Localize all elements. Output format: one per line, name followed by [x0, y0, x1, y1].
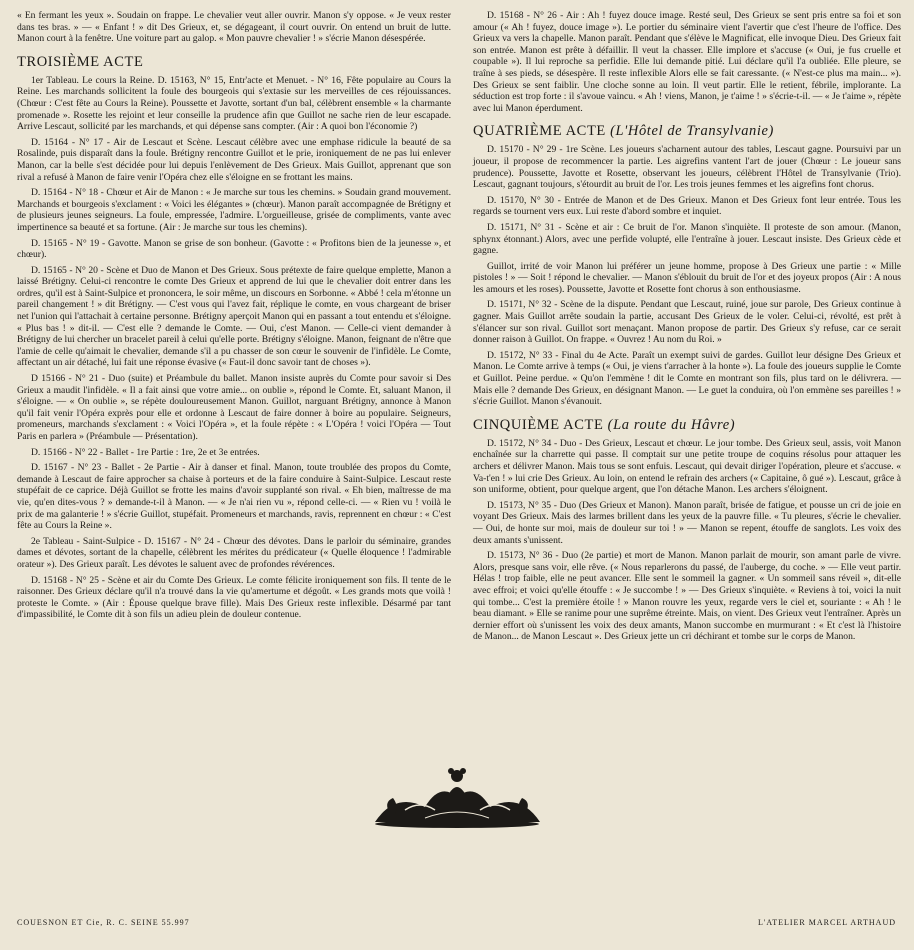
- paragraph: D. 15173, N° 35 - Duo (Des Grieux et Manon). Manon paraît, brisée de fatigue, et pousse un cri de joie en voyant Des Grieux. Mais des larmes brillent dans les yeux de la pauvre fille. « Tu pleures, s'écrie le chevalier. — Oui, de honte sur moi, mais de douleur sur toi ! » — Manon se repent, étouffe de sanglots. Les voix des deux amants s'unissent.: [473, 499, 901, 546]
- paragraph: D. 15171, N° 31 - Scène et air : Ce bruit de l'or. Manon s'inquiète. Il proteste de son amour. (Manon, sphynx étonnant.) Alors, avec une perfide volupté, elle l'entraîne à jouer. Lescaut insiste. Des Grieux cède et gagne.: [473, 221, 901, 257]
- paragraph: D. 15167 - N° 23 - Ballet - 2e Partie - Air à danser et final. Manon, toute troublée des propos du Comte, demande à Lescaut de faire approcher sa chaise à porteurs et de la faire conduire à Saint-Sulpice. Lescaut reste stupéfait de ce caprice. Déjà Guillot se frotte les mains d'avoir supplanté son rival. « Eh bien, maîtresse de ma vie, qu'en dites-vous ? » demande-t-il à Manon. — « Je n'ai rien vu », répond celle-ci. — « Rien vu ! voilà le prix de ma galanterie ! » s'écrie Guillot, stupéfait. Promeneurs et marchands, ravis, reprennent en chœur : « C'est fête au Cours la Reine ».: [17, 462, 451, 532]
- act-five-heading: [473, 417, 901, 434]
- paragraph: « En fermant les yeux ». Soudain on frappe. Le chevalier veut aller ouvrir. Manon s'y oppose. « Je veux rester dans tes bras. » — « Enfant ! » dit Des Grieux, et, se dégageant, il court ouvrir. On entend un bruit de lutte. Manon court à la fenêtre. Une voiture part au galop. « Mon pauvre chevalier ! » s'écrie Manon désespérée.: [17, 10, 451, 45]
- paragraph: D. 15173, N° 36 - Duo (2e partie) et mort de Manon. Manon parlait de mourir, son amant parle de vivre. Alors, presque sans voir, elle rêve. (« Nous reparlerons du passé, de l'auberge, du coche. » — Elle veut partir. Hélas ! trop faible, elle ne peut avancer. Elle sent le sommeil la gagner. « Un sommeil sans réveil », dit-elle avec effroi; et voici qu'elle étouffe : « Je succombe ! » — Des Grieux s'inquiète. « Reviens à toi, voici la nuit qui tombe... C'est la première étoile ! » Manon rouvre les yeux, regarde vers le ciel et, souriante : « Ah ! le beau diamant. » Elle se ranime pour une suprême étreinte. Mais, on vient. Des Grieux veut l'entraîner. Après un dernier effort où s'unissent les voix des deux amants, Manon succombe en murmurant : « Et c'est là l'histoire de Manon... de Manon Lescaut ». Des Grieux jette un cri déchirant et tombe sur le corps de Manon.: [473, 550, 901, 643]
- paragraph: D. 15170, N° 30 - Entrée de Manon et de Des Grieux. Manon et Des Grieux font leur entrée. Tous les regards se tournent vers eux. Lui reste d'abord sombre et inquiet.: [473, 194, 901, 218]
- right-column: [473, 10, 901, 647]
- paragraph: D. 15172, N° 34 - Duo - Des Grieux, Lescaut et chœur. Le jour tombe. Des Grieux seul, assis, voit Manon enchaînée sur la charrette qui passe. Il comptait sur une petite troupe de coquins résolus pour attaquer les archers et délivrer Manon. Mais tous se sont enfuis. Lescaut, qui devait diriger l'opération, pleure et s'accuse. « Va-t'en ! » lui crie Des Grieux. Au loin, on entend le refrain des archers (« Capitaine, ô gué »). Lescaut, grâce à son uniforme, obtient, pour quelque argent, que l'on détache Manon. Les archers s'éloignent.: [473, 437, 901, 496]
- footer-design-credit: L'ATELIER MARCEL ARTHAUD: [758, 918, 896, 927]
- act-three-heading: TROISIÈME ACTE: [17, 53, 144, 70]
- act-four-subtitle: (L'Hôtel de Transylvanie): [610, 123, 774, 140]
- paragraph: 2e Tableau - Saint-Sulpice - D. 15167 - N° 24 - Chœur des dévotes. Dans le parloir du séminaire, grandes dames et dévotes, sortant de la chapelle, célèbrent les mérites du prédicateur (« Quelle éloquence ! l'admirable orateur »). Des Grieux paraît. Les dévotes le saluent avec de profondes révérences.: [17, 535, 451, 570]
- paragraph: D. 15165 - N° 19 - Gavotte. Manon se grise de son bonheur. (Gavotte : « Profitons bien de la jeunesse », et chœur).: [17, 237, 451, 261]
- paragraph: D. 15172, N° 33 - Final du 4e Acte. Paraît un exempt suivi de gardes. Guillot leur désigne Des Grieux et Manon. Le Comte arrive à temps (« Oui, je viens t'arracher à la honte »). La foule des joueurs supplie le Comte et Guillot. Peine perdue. « Qu'on l'emmène ! dit le Comte en montrant son fils, plus tard on le délivrera. — Mais elle ? demande Des Grieux, en désignant Manon. — Le guet la conduira, où l'on emmène ses pareilles ! » s'écrie Guillot. Manon s'évanouit.: [473, 349, 901, 408]
- paragraph: D. 15168 - N° 25 - Scène et air du Comte Des Grieux. Le comte félicite ironiquement son fils. Il tente de le raisonner. Des Grieux déclare qu'il n'a trouvé dans la vie qu'amertume et dégoût. « Les grands mots que voilà ! proteste le Comte. » (Air : Épouse quelque brave fille). Mais Des Grieux reste inflexible. Désarmé par tant d'impassibilité, le Comte dit à son fils un adieu plein de douleur contenue.: [17, 574, 451, 621]
- decorative-vignette-icon: [365, 762, 550, 832]
- paragraph: D. 15164 - N° 18 - Chœur et Air de Manon : « Je marche sur tous les chemins. » Soudain grand mouvement. Marchands et bourgeois s'exclament : « Voici les élégantes » (chœur). Manon paraît accompagnée de Brétigny et de plusieurs jeunes seigneurs. La foule, empressée, l'admire. L'orgueilleuse, grisée de compliments, vante avec impertinence sa beauté et sa fortune. (Air : Je marche sur tous les chemins).: [17, 187, 451, 233]
- paragraph: 1er Tableau. Le cours la Reine. D. 15163, N° 15, Entr'acte et Menuet. - N° 16, Fête populaire au Cours la Reine. Les marchands sollicitent la foule des bourgeois qui s'extasie sur les merveilles de ces réjouissances. (Chœur : C'est fête au Cours la Reine). Poussette et Javotte, sortant d'un bal, célèbrent ensemble « la charmante promenade ». Rosette les rejoint et leur conseille la prudence afin que Guillot ne sache rien de leur escapade. Arrive Lescaut, sollicité par les marchands, et qui dépense sans compter. (Air : A quoi bon l'économie ?): [17, 74, 451, 133]
- paragraph: Guillot, irrité de voir Manon lui préférer un jeune homme, propose à Des Grieux une partie : « Mille pistoles ! » — Soit ! répond le chevalier. — Manon s'éblouit du bruit de l'or et des joyeux propos (Air : A nous les amours et les roses). Poussette, Javotte et Rosette font chorus à son enthousiasme.: [473, 260, 901, 295]
- footer-publisher: COUESNON ET Cie, R. C. SEINE 55.997: [17, 918, 190, 927]
- paragraph: D. 15165 - N° 20 - Scène et Duo de Manon et Des Grieux. Sous prétexte de faire quelque emplette, Manon a laissé Brétigny. Celui-ci rencontre le comte Des Grieux et apprend de lui que le chevalier doit entrer dans les ordres, qu'il est à Saint-Sulpice et prononcera, le soir même, un discours en Sorbonne. « Abbé ! cela m'étonne un pareil changement ! » dit Brétigny. — C'est vous qui l'avez fait, réplique le comte, en vous chargeant de briser net l'union qui l'attachait à certaine personne. Brétigny aperçoit Manon qui en passant a tout entendu et s'éloigne. « Plus bas ! » dit-il. — C'est elle ? demande le Comte. — Oui, c'est Manon. — Celle-ci vient demander à Brétigny de lui chercher un bracelet pareil à celui qu'elle porte. Brétigny s'éloigne. Manon, feignant de n'être que l'amie de celle qu'aimait le chevalier, demande s'il a pu chasser de son cœur le souvenir de l'infidèle. Le Comte, affectant un air détaché, lui fait une réponse évasive (« Faut-il donc savoir tant de choses »).: [17, 264, 451, 369]
- paragraph: D. 15168 - N° 26 - Air : Ah ! fuyez douce image. Resté seul, Des Grieux se sent pris entre sa foi et son amour (« Ah ! fuyez, douce image »). Le portier du séminaire vient l'avertir que c'est l'heure de l'office. Des Grieux va vers la chapelle. Manon paraît. Pendant que s'élève le Magnificat, elle invoque Dieu. Des Grieux fait son entrée. Manon est prête à défaillir. Il veut la chasser. Elle implore et s'accuse (« Oui, je fus cruelle et coupable »). Il lui reproche sa perfidie. Elle lui demande pitié. Lui déclare qu'il l'a oubliée. Elle pleure, se traîne à ses pieds, se désespère. Il reste inflexible Alors elle se fait caressante. (« N'est-ce plus ma main... »). Des Grieux se sent faiblir. Une cloche sonne au loin. Il veut partir. Elle le retient, fébrile, implorante. La séduction est trop forte : il s'avoue vaincu. « Ah ! viens, Manon, je t'aime ! » s'écrie-t-il. — « Je t'aime », répète avec lui Manon éperdument.: [473, 10, 901, 114]
- act-five-title: CINQUIÈME ACTE: [473, 416, 604, 433]
- act-four-heading: [473, 123, 901, 140]
- paragraph: D. 15166 - N° 22 - Ballet - 1re Partie : 1re, 2e et 3e entrées.: [31, 446, 260, 458]
- paragraph: D. 15171, N° 32 - Scène de la dispute. Pendant que Lescaut, ruiné, joue sur parole, Des Grieux continue à gagner. Mais Guillot arrête soudain la partie, accusant Des Grieux de le voler. Celui-ci, révolté, est prêt à s'élancer sur son rival. Guillot sort menaçant. Manon propose de partir. Des Grieux s'y refuse, car ce serait donner raison à Guillot. On frappe. « Ouvrez ! Au nom du Roi. »: [473, 299, 901, 346]
- act-five-subtitle: (La route du Hâvre): [607, 416, 736, 433]
- left-column: [17, 10, 451, 625]
- paragraph: D 15166 - N° 21 - Duo (suite) et Préambule du ballet. Manon insiste auprès du Comte pour savoir si Des Grieux a maudit l'infidèle. « Il a fait ainsi que votre amie... on oublie », répond le Comte. Et, saluant Manon, il s'éloigne. — « On oublie », se répète douloureusement Manon. Guillot, narguant Brétigny, annonce à Manon qu'il fait venir l'Opéra exprès pour elle et ordonne à Lescaut de faire donner à boire au populaire. Seigneurs, promeneurs, marchands s'exclament : « Voici l'Opéra », et la foule répète : « L'Opéra ! voici l'Opéra — Tout Paris en parlera » (Préambule — Présentation).: [17, 373, 451, 442]
- act-four-title: QUATRIÈME ACTE: [473, 123, 606, 140]
- paragraph: D. 15164 - N° 17 - Air de Lescaut et Scène. Lescaut célèbre avec une emphase ridicule la beauté de sa Rosalinde, puis disparaît dans la foule. Brétigny rencontre Guillot et le prie, ironiquement de ne pas lui enlever Manon, car la belle s'est décidée pour lui depuis l'enlèvement de Des Grieux. Mais Guillot, apprenant que son rival a refusé à Manon de faire venir l'Opéra chez elle s'éloigne en se frottant les mains.: [17, 136, 451, 183]
- paragraph: D. 15170 - N° 29 - 1re Scène. Les joueurs s'acharnent autour des tables, Lescaut gagne. Poursuivi par un joueur, il propose de recommencer la partie. Les aigrefins vantent l'art de jouer (Chœur : Le joueur sans prudence). Poussette, Javotte et Rosette, observant les joueurs, célèbrent l'Hôtel de Transylvanie (Trio). Lescaut, gagnant toujours, s'étourdit au bruit de l'or. Les trois jeunes femmes et les aigrefins font chorus.: [473, 144, 901, 191]
